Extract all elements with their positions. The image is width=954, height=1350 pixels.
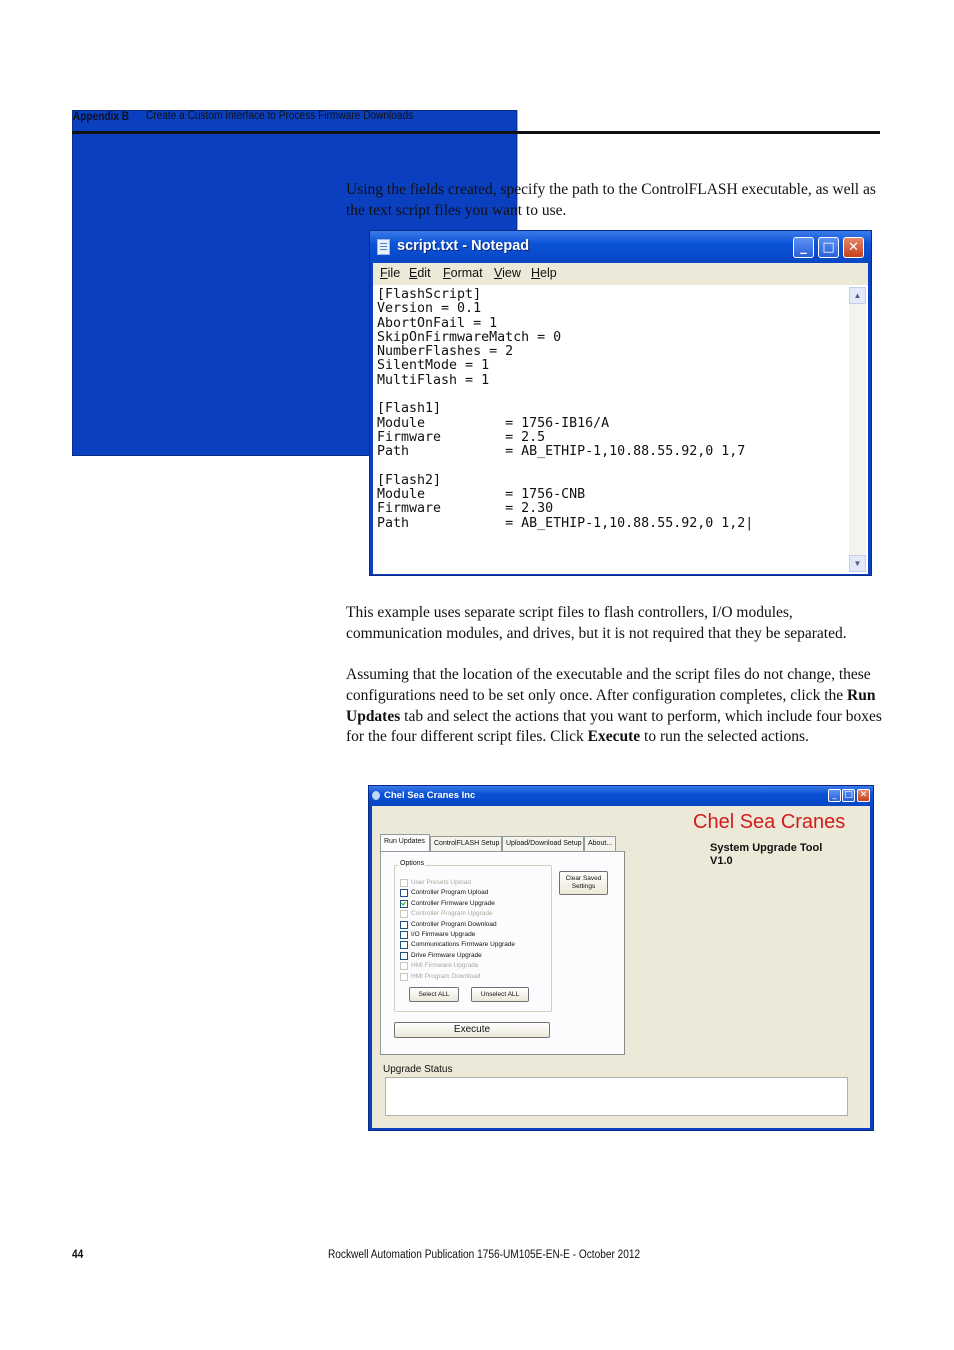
tool-info [710, 842, 822, 868]
script-line: Version = 0.1 [377, 301, 482, 317]
option-label: HMI Program Download [411, 972, 481, 980]
scroll-down-icon[interactable]: ▼ [849, 555, 866, 572]
notepad-window [369, 230, 872, 576]
notepad-title: script.txt - Notepad [397, 238, 530, 254]
notepad-menu-bar [373, 263, 868, 285]
script-line: SkipOnFirmwareMatch = 0 [377, 329, 562, 345]
brand-logo-text: Chel Sea Cranes [693, 811, 846, 833]
run-updates-emphasis: Run Updates [346, 686, 876, 725]
menu-file[interactable]: File [380, 266, 401, 280]
menu-format[interactable]: Format [443, 266, 483, 280]
execute-button[interactable]: Execute [394, 1022, 550, 1038]
close-icon[interactable]: ✕ [843, 237, 864, 258]
instructions-text-c: tab and select the actions that you want to perform, which include four boxes for the four different script files. Click [346, 707, 882, 746]
checkbox-icon[interactable] [400, 931, 408, 939]
notepad-text-area[interactable] [373, 285, 868, 574]
vertical-scrollbar[interactable] [849, 287, 866, 572]
appendix-label: Appendix B [72, 110, 517, 456]
checkbox-checked-icon[interactable] [400, 900, 408, 908]
script-line: [FlashScript] [377, 287, 482, 302]
instructions-paragraph [346, 665, 886, 748]
app-client-area [372, 806, 870, 1128]
upgrade-status-label: Upgrade Status [383, 1064, 453, 1075]
maximize-icon[interactable]: □ [818, 237, 839, 258]
checkbox-icon[interactable] [400, 941, 408, 949]
script-line: Path = AB_ETHIP-1,10.88.55.92,0 1,2| [377, 515, 754, 531]
upgrade-tool-window [368, 785, 874, 1131]
minimize-icon[interactable]: _ [793, 237, 814, 258]
option-label: HMI Firmware Upgrade [411, 962, 479, 970]
minimize-icon[interactable]: _ [828, 789, 841, 802]
notepad-title-bar [370, 231, 871, 263]
header-rule [72, 131, 880, 134]
select-all-button[interactable]: Select ALL [409, 987, 459, 1002]
clear-saved-label-line1: Clear Saved [565, 875, 602, 882]
script-line: Module = 1756-CNB [377, 487, 586, 503]
checkbox-icon [400, 973, 408, 981]
example-paragraph: This example uses separate script files to flash controllers, I/O modules, communication modules, and drives, but it is not required that they be separated. [346, 604, 847, 642]
script-line: [Flash1] [377, 401, 442, 417]
script-line [377, 388, 753, 402]
run-updates-panel [380, 851, 625, 1055]
script-line: MultiFlash = 1 [377, 372, 490, 388]
script-line: Firmware = 2.5 [377, 429, 546, 445]
intro-paragraph: Using the fields created, specify the path to the ControlFLASH executable, as well as the text script files you want to use. [346, 181, 876, 219]
maximize-icon[interactable]: □ [842, 789, 855, 802]
notepad-icon [377, 239, 390, 255]
tab-upload-download-setup[interactable]: Upload/Download Setup [502, 836, 584, 851]
menu-view[interactable]: View [494, 266, 521, 280]
option-label: Communications Firmware Upgrade [411, 941, 516, 949]
checkbox-icon [400, 879, 408, 887]
checkbox-icon[interactable] [400, 889, 408, 897]
script-line: Firmware = 2.30 [377, 501, 554, 517]
option-label: Controller Program Upgrade [411, 910, 493, 918]
option-label: Controller Program Upload [411, 889, 489, 897]
upgrade-status-box [385, 1077, 848, 1116]
tab-controlflash-setup[interactable]: ControlFLASH Setup [430, 836, 502, 851]
menu-help[interactable]: Help [531, 266, 557, 280]
script-line [377, 460, 753, 474]
menu-edit[interactable]: Edit [409, 266, 431, 280]
unselect-all-button[interactable]: Unselect ALL [471, 987, 529, 1002]
script-line: SilentMode = 1 [377, 358, 490, 374]
tab-run-updates[interactable]: Run Updates [380, 834, 430, 852]
checkbox-icon [400, 910, 408, 918]
options-group [394, 860, 552, 1012]
script-line: [Flash2] [377, 472, 442, 488]
instructions-text-e: to run the selected actions. [640, 728, 809, 746]
scroll-up-icon[interactable]: ▲ [849, 287, 866, 304]
clear-saved-label-line2: Settings [571, 883, 596, 890]
script-line: Module = 1756-IB16/A [377, 415, 610, 431]
option-label: User Presets Upload [411, 879, 471, 886]
page-number: 44 [72, 1249, 84, 1261]
chapter-title: Create a Custom Interface to Process Firmware Downloads [146, 110, 414, 122]
clear-saved-settings-button[interactable] [559, 871, 608, 895]
checkbox-icon [400, 962, 408, 970]
checkbox-icon[interactable] [400, 921, 408, 929]
instructions-text-a: Assuming that the location of the executable and the script files do not change, these configurations need to be set only once. After configuration completes, click the [346, 666, 871, 704]
publication-info: Rockwell Automation Publication 1756-UM105E-EN-E - October 2012 [328, 1249, 641, 1261]
option-label: I/O Firmware Upgrade [411, 931, 476, 938]
app-icon [372, 791, 380, 800]
option-label: Controller Firmware Upgrade [411, 899, 495, 907]
options-label: Options [400, 860, 425, 867]
tool-name: System Upgrade Tool [710, 842, 823, 854]
tab-about[interactable]: About... [584, 836, 616, 851]
page-header [72, 108, 880, 134]
app-title-bar [369, 786, 873, 806]
option-label: Drive Firmware Upgrade [411, 951, 482, 959]
tool-version: V1.0 [710, 855, 733, 867]
script-text [377, 288, 753, 531]
checkbox-icon[interactable] [400, 952, 408, 960]
execute-emphasis: Execute [587, 728, 641, 746]
app-title: Chel Sea Cranes Inc [384, 790, 476, 801]
script-line: NumberFlashes = 2 [377, 344, 514, 360]
close-icon[interactable]: ✕ [857, 789, 870, 802]
option-label: Controller Program Download [411, 920, 497, 928]
script-line: Path = AB_ETHIP-1,10.88.55.92,0 1,7 [377, 444, 746, 460]
script-line: AbortOnFail = 1 [377, 315, 498, 331]
